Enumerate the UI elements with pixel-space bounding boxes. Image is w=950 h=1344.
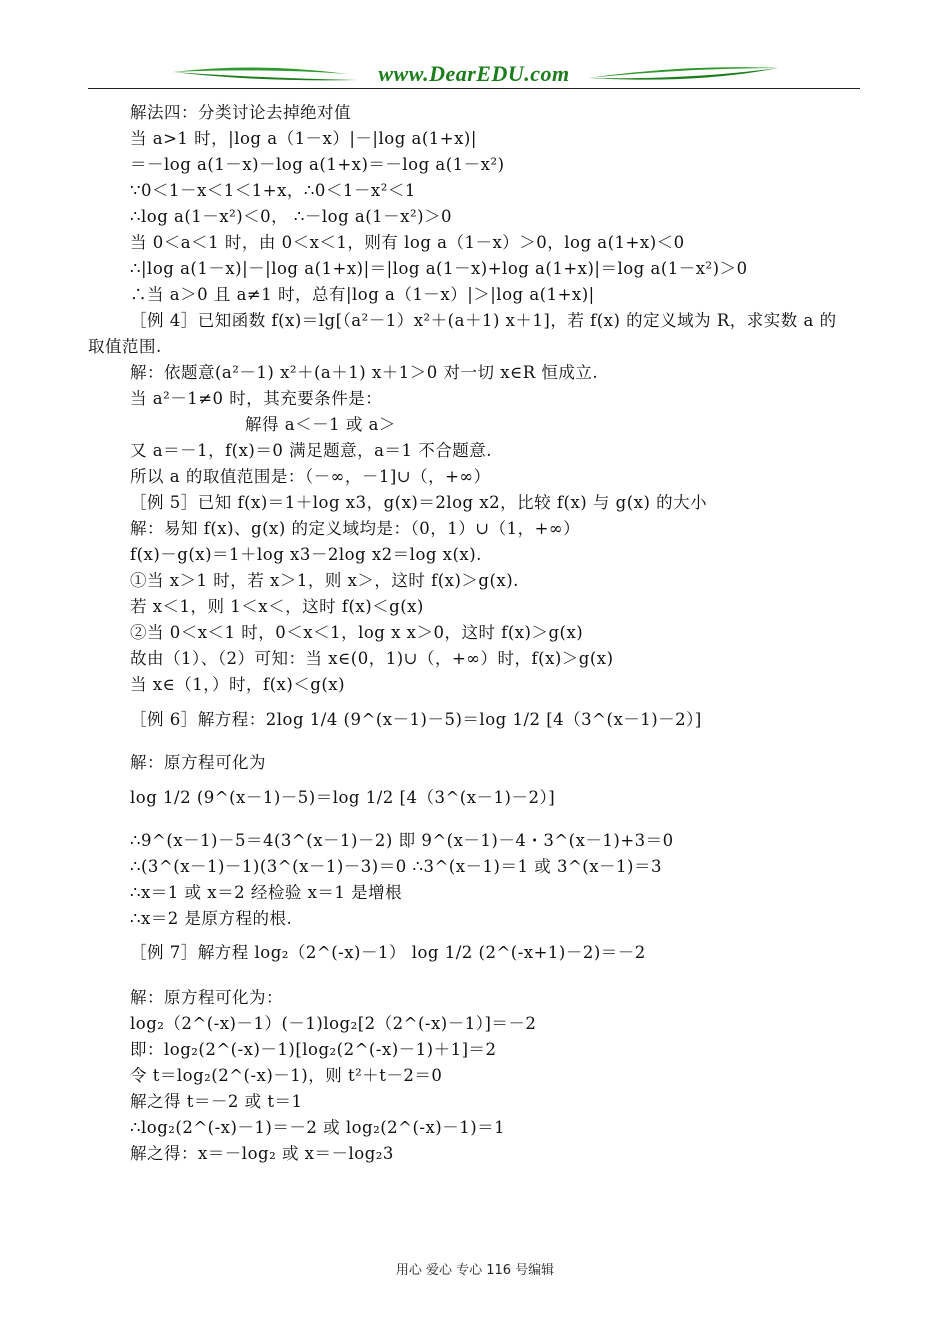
text-line: 解：依题意(a²－1) x²＋(a＋1) x＋1＞0 对一切 x∈R 恒成立.: [130, 363, 599, 382]
text-line: ∴log a(1－x²)＜0， ∴－log a(1－x²)＞0: [130, 207, 453, 226]
text-line: 故由（1）、（2）可知：当 x∈(0，1)∪（，+∞）时，f(x)＞g(x): [130, 649, 614, 668]
text-line: ［例 6］解方程：2log 1/4 (9^(x－1)－5)＝log 1/2 [4（3^(x－1)－2）]: [130, 710, 702, 729]
text-line: log₂（2^(-x)－1）(－1)log₂[2（2^(-x)－1）]＝－2: [130, 1014, 537, 1033]
text-line: ∴x＝2 是原方程的根.: [130, 909, 293, 928]
text-line: ②当 0＜x＜1 时，0＜x＜1，log x x＞0，这时 f(x)＞g(x): [130, 623, 584, 642]
text-line: ［例 7］解方程 log₂（2^(-x)－1） log 1/2 (2^(-x+1)－2)＝－2: [130, 943, 646, 962]
text-line: ［例 5］已知 f(x)＝1＋log x3，g(x)＝2log x2，比较 f(x) 与 g(x) 的大小: [130, 493, 708, 512]
text-line: 解：原方程可化为：: [130, 988, 283, 1007]
page-footer: 用心 爱心 专心 116 号编辑: [395, 1263, 555, 1278]
text-line: 解法四：分类讨论去掉绝对值: [130, 103, 351, 122]
text-line: 解：原方程可化为: [130, 753, 266, 772]
text-line: ∴x＝1 或 x＝2 经检验 x＝1 是增根: [130, 883, 403, 902]
text-line: 令 t＝log₂(2^(-x)－1)，则 t²＋t－2＝0: [130, 1066, 443, 1085]
text-line: 当 a>1 时，|log a（1－x）|－|log a(1+x)|: [130, 129, 477, 148]
text-line: ∴(3^(x－1)－1)(3^(x－1)－3)＝0 ∴3^(x－1)＝1 或 3^(x－1)＝3: [130, 857, 662, 876]
text-line: 当 a²－1≠0 时，其充要条件是：: [130, 389, 383, 408]
text-line: 解之得 t＝－2 或 t＝1: [130, 1092, 303, 1111]
text-line: 取值范围.: [88, 337, 162, 356]
text-line: 又 a＝－1，f(x)＝0 满足题意，a＝1 不合题意.: [130, 441, 492, 460]
text-line: 当 x∈（1，）时，f(x)＜g(x): [130, 675, 346, 694]
text-line: 解：易知 f(x)、g(x) 的定义域均是：（0，1）∪（1，+∞）: [130, 519, 581, 538]
text-line: ［例 4］已知函数 f(x)＝lg[（a²－1）x²＋(a＋1) x＋1]，若 f(x) 的定义域为 R，求实数 a 的: [130, 311, 837, 330]
text-line: 解得 a＜－1 或 a＞: [245, 415, 396, 434]
text-line: ∴9^(x－1)－5＝4(3^(x－1)－2) 即 9^(x－1)－4・3^(x－1)+3＝0: [130, 831, 674, 850]
header-divider: [88, 88, 860, 89]
text-line: ∴log₂(2^(-x)－1)＝－2 或 log₂(2^(-x)－1)＝1: [130, 1118, 506, 1137]
text-line: ∵0＜1－x＜1＜1+x，∴0＜1－x²＜1: [130, 181, 416, 200]
text-line: 若 x＜1，则 1＜x＜，这时 f(x)＜g(x): [130, 597, 424, 616]
text-line: ①当 x＞1 时，若 x＞1，则 x＞，这时 f(x)＞g(x).: [130, 571, 519, 590]
text-line: 解之得：x＝－log₂ 或 x＝－log₂3: [130, 1144, 394, 1163]
text-line: ∴当 a＞0 且 a≠1 时，总有|log a（1－x）|＞|log a(1+x)|: [130, 285, 595, 304]
text-line: f(x)－g(x)＝1＋log x3－2log x2＝log x(x).: [130, 545, 482, 564]
site-header: [88, 58, 860, 92]
text-line: ∴|log a(1－x)|－|log a(1+x)|＝|log a(1－x)+log a(1+x)|＝log a(1－x²)＞0: [130, 259, 748, 278]
site-logo: www.DearEDU.com: [378, 61, 570, 86]
text-line: ＝－log a(1－x)－log a(1+x)＝－log a(1－x²): [130, 155, 505, 174]
text-line: 当 0＜a＜1 时，由 0＜x＜1，则有 log a（1－x）＞0，log a(1+x)＜0: [130, 233, 685, 252]
text-line: 即：log₂(2^(-x)－1)[log₂(2^(-x)－1)＋1]＝2: [130, 1040, 497, 1059]
text-line: log 1/2 (9^(x－1)－5)＝log 1/2 [4（3^(x－1)－2）]: [130, 788, 556, 807]
text-line: 所以 a 的取值范围是：（－∞，－1]∪（，+∞）: [130, 467, 491, 486]
